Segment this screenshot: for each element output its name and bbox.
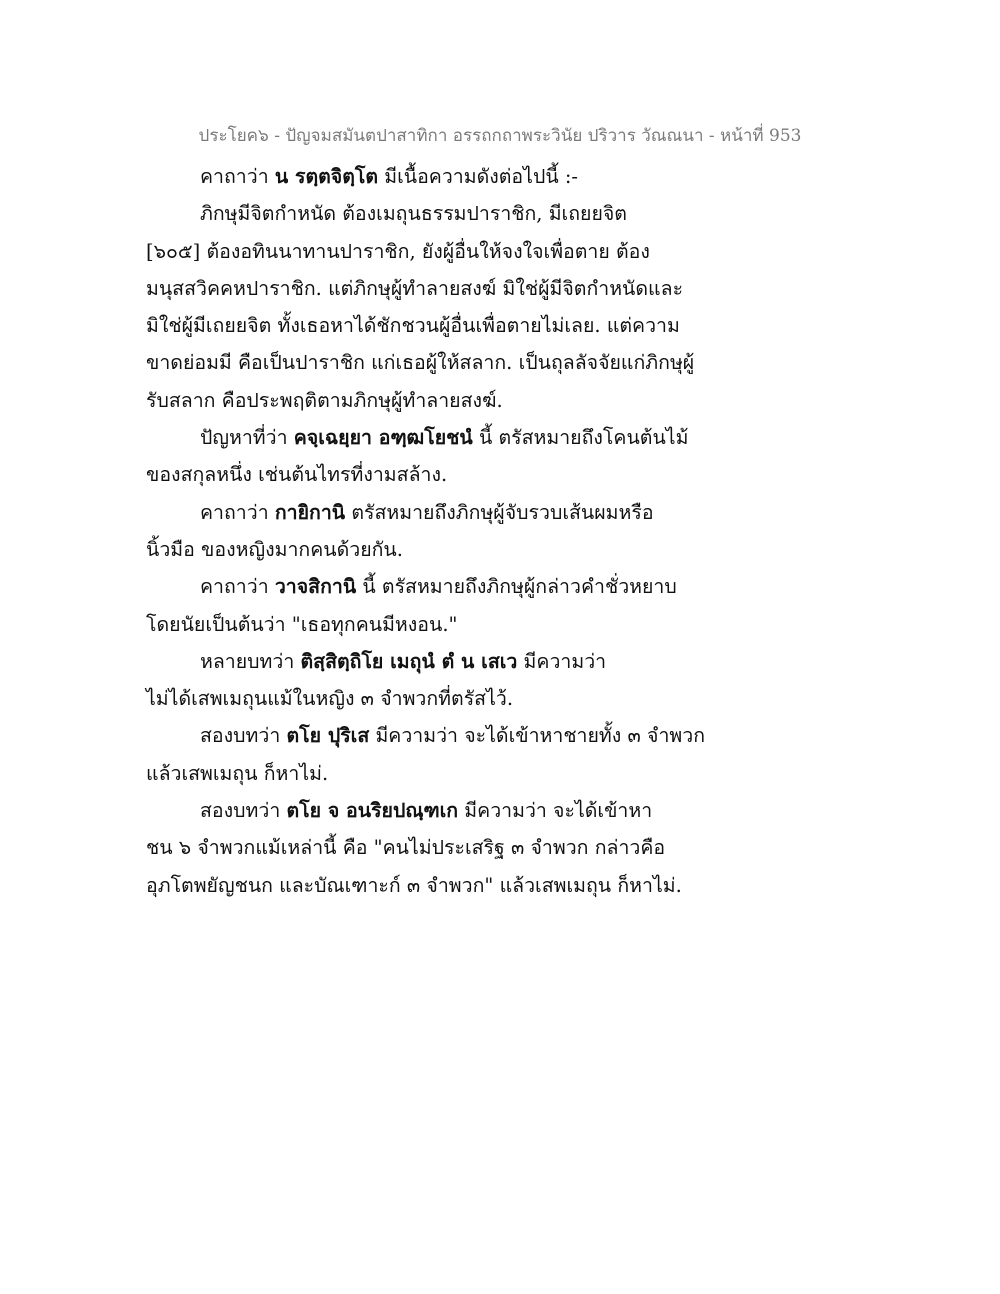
pali-term: ตโย จ อนริยปณฺฑเก — [286, 799, 459, 823]
pali-term: น รตฺตจิตฺโต — [274, 165, 379, 188]
text-line: ไม่ได้เสพเมถุนแม้ในหญิง ๓ จำพวกที่ตรัสไว้. — [146, 687, 514, 711]
text-line: คาถาว่า วาจสิกานิ นี้ ตรัสหมายถึงภิกษุผู้กล่าวคำชั่วหยาบ — [200, 575, 677, 599]
text-line: [๖๐๕] ต้องอทินนาทานปาราชิก, ยังผู้อื่นให้จงใจเพื่อตาย ต้อง — [146, 239, 650, 263]
body-text — [146, 158, 706, 904]
text-line: ของสกุลหนึ่ง เช่นต้นไทรที่งามสล้าง. — [146, 463, 448, 487]
text-line: คาถาว่า กายิกานิ ตรัสหมายถึงภิกษุผู้จับรวบเส้นผมหรือ — [200, 500, 654, 524]
text-line: สองบทว่า ตโย ปุริเส มีความว่า จะได้เข้าหาชายทั้ง ๓ จำพวก — [200, 724, 706, 748]
pali-term: กายิกานิ — [274, 500, 346, 524]
pali-term: คจฺเฉยฺยา อฑฺฒโยชนํ — [293, 426, 473, 450]
text-line: รับสลาก คือประพฤติตามภิกษุผู้ทำลายสงฆ์. — [146, 388, 503, 412]
paragraph — [146, 419, 706, 494]
pali-term: ติสฺสิตฺถิโย เมถุนํ ตํ น เสเว — [300, 649, 518, 673]
paragraph — [146, 195, 706, 419]
text-line: ชน ๖ จำพวกแม้เหล่านี้ คือ "คนไม่ประเสริฐ ๓ จำพวก กล่าวคือ — [146, 836, 666, 860]
text-line: หลายบทว่า ติสฺสิตฺถิโย เมถุนํ ตํ น เสเว มีความว่า — [200, 649, 607, 673]
text-line: อุภโตพยัญชนก และบัณเฑาะก์ ๓ จำพวก" แล้วเสพเมถุน ก็หาไม่. — [146, 873, 682, 897]
paragraph — [146, 643, 706, 718]
text-line: แล้วเสพเมถุน ก็หาไม่. — [146, 761, 329, 785]
text-line: โดยนัยเป็นต้นว่า "เธอทุกคนมีหงอน." — [146, 612, 458, 636]
pali-term: ตโย ปุริเส — [286, 724, 370, 748]
text-line: นิ้วมือ ของหญิงมากคนด้วยกัน. — [146, 537, 403, 561]
text-line: ปัญหาที่ว่า คจฺเฉยฺยา อฑฺฒโยชนํ นี้ ตรัสหมายถึงโคนต้นไม้ — [200, 426, 689, 450]
pali-term: วาจสิกานิ — [274, 575, 357, 599]
text-line: ขาดย่อมมี คือเป็นปาราชิก แก่เธอผู้ให้สลาก. เป็นถุลลัจจัยแก่ภิกษุผู้ — [146, 351, 695, 375]
paragraph — [146, 494, 706, 569]
paragraph — [146, 792, 706, 904]
text-line: คาถาว่า น รตฺตจิตฺโต มีเนื้อความดังต่อไปนี้ :- — [200, 165, 579, 188]
paragraph — [146, 158, 706, 195]
text-line: มิใช่ผู้มีเถยยจิต ทั้งเธอหาได้ชักชวนผู้อื่นเพื่อตายไม่เลย. แต่ความ — [146, 314, 680, 338]
running-header: ประโยค๖ - ปัญจมสมันตปาสาทิกา อรรถกถาพระวินัย ปริวาร วัณณนา - หน้าที่ 953 — [198, 126, 802, 146]
text-line: ภิกษุมีจิตกำหนัด ต้องเมถุนธรรมปาราชิก, มีเถยยจิต — [200, 202, 627, 226]
text-line: สองบทว่า ตโย จ อนริยปณฺฑเก มีความว่า จะได้เข้าหา — [200, 799, 653, 823]
paragraph — [146, 568, 706, 643]
paragraph — [146, 717, 706, 792]
text-line: มนุสสวิคคหปาราชิก. แต่ภิกษุผู้ทำลายสงฆ์ มิใช่ผู้มีจิตกำหนัดและ — [146, 276, 684, 300]
